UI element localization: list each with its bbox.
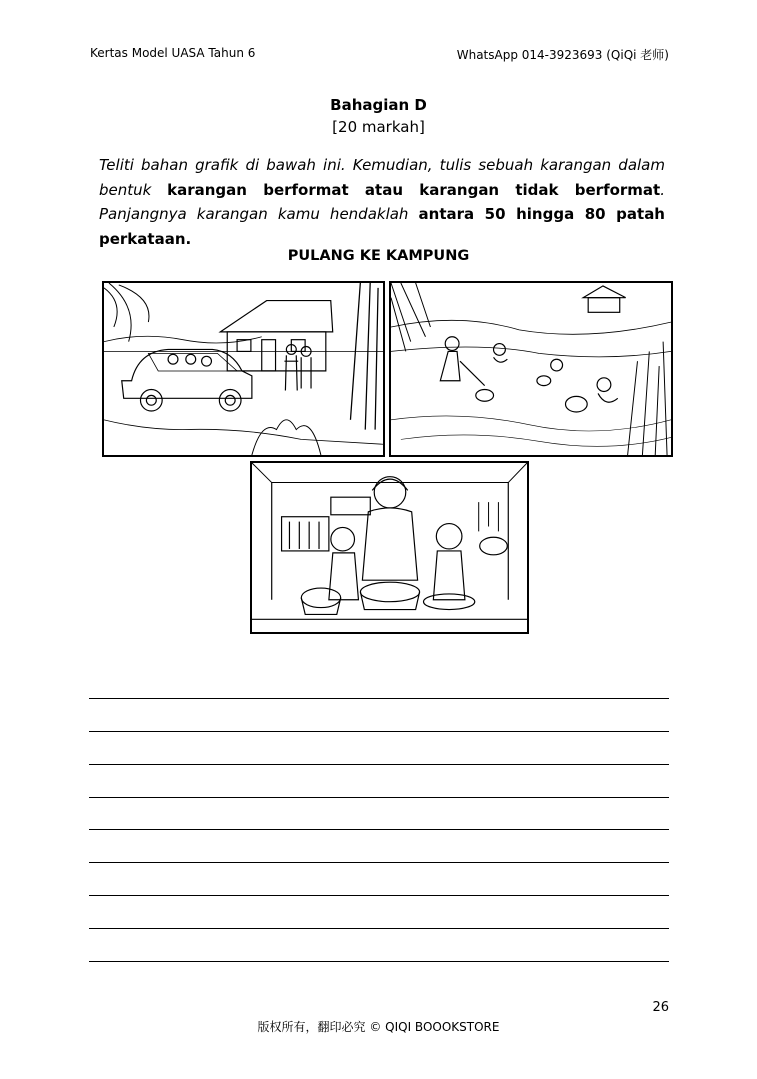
instruction-text — [99, 153, 665, 251]
writing-line[interactable] — [89, 928, 669, 929]
writing-line[interactable] — [89, 829, 669, 830]
header-right: WhatsApp 014-3923693 (QiQi 老师) — [456, 48, 669, 62]
writing-line[interactable] — [89, 698, 669, 699]
essay-topic: PULANG KE KAMPUNG — [287, 248, 470, 264]
instruction-bold2: antara 50 hingga 80 patah perkataan — [99, 205, 665, 248]
river-fishing-picture — [389, 281, 673, 457]
instruction-part1: Teliti bahan grafik di bawah ini. Kemudian, tulis sebuah karangan dalam bentuk — [99, 156, 665, 199]
village-house-car-picture — [102, 281, 385, 457]
writing-line[interactable] — [89, 797, 669, 798]
writing-line[interactable] — [89, 862, 669, 863]
writing-line[interactable] — [89, 764, 669, 765]
section-marks: [20 markah] — [332, 118, 425, 136]
instruction-part2: . Panjangnya karangan kamu hendaklah — [99, 180, 666, 223]
instruction-bold1: karangan berformat atau karangan tidak berformat — [167, 180, 661, 199]
section-title: Bahagian D — [330, 96, 427, 114]
writing-line[interactable] — [89, 961, 669, 962]
kitchen-cooking-picture — [250, 461, 529, 634]
writing-line[interactable] — [89, 895, 669, 896]
writing-line[interactable] — [89, 731, 669, 732]
page-number: 26 — [652, 1000, 669, 1015]
footer-copyright: 版权所有，翻印必究 © QIQI BOOOKSTORE — [257, 1020, 500, 1034]
header-left: Kertas Model UASA Tahun 6 — [90, 46, 256, 60]
instruction-part3: . — [185, 229, 192, 248]
